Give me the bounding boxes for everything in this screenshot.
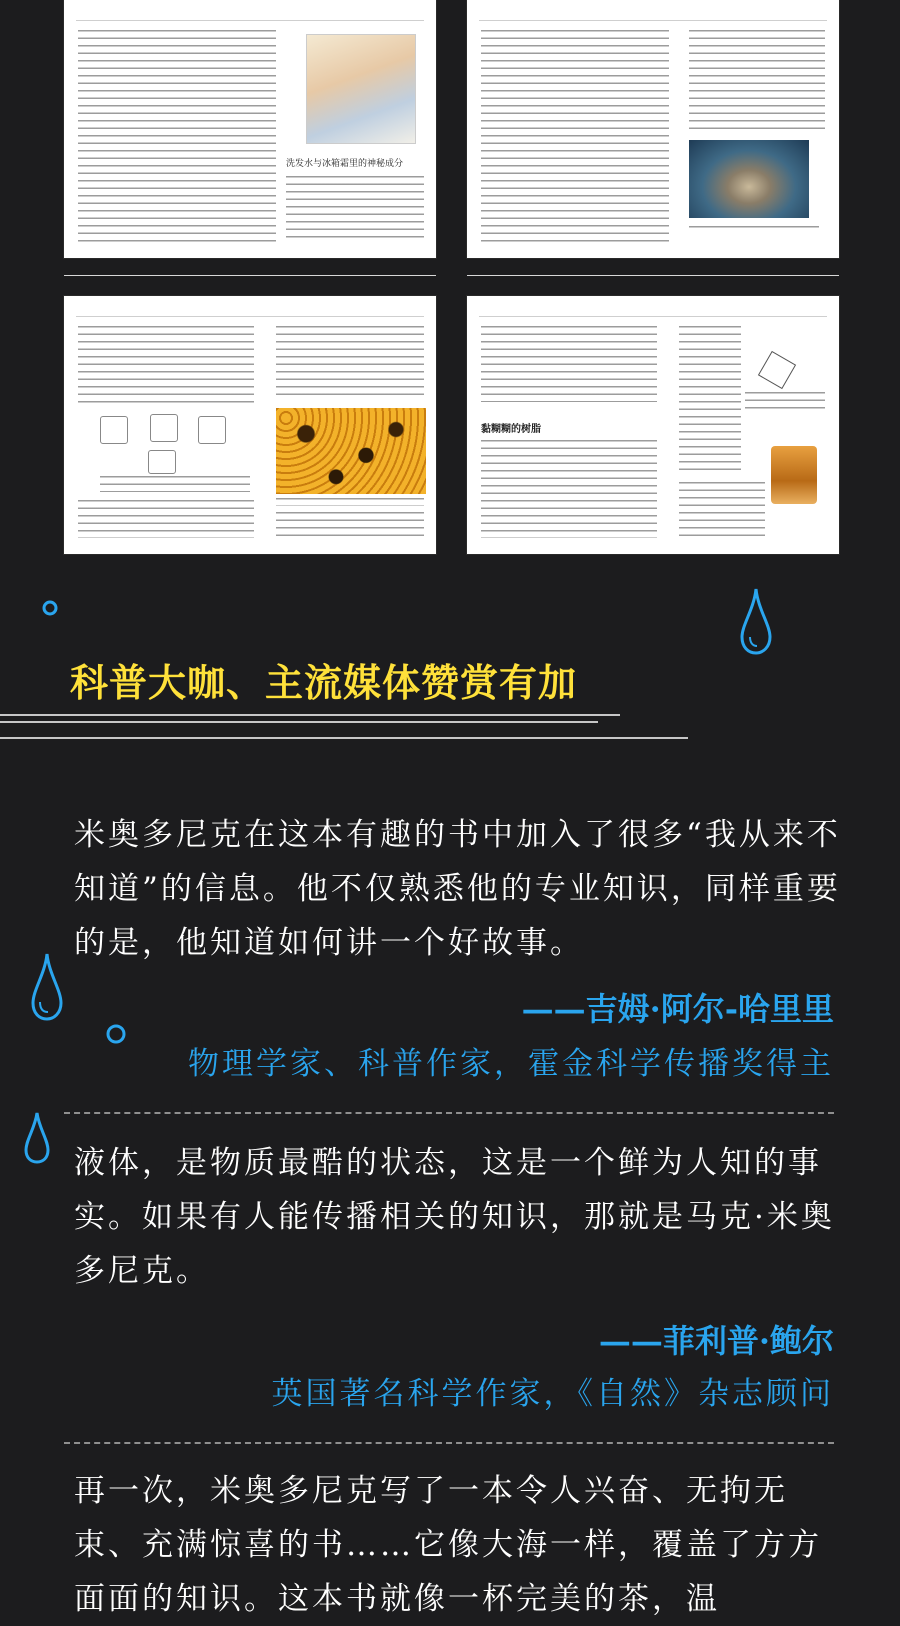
page-header-rule — [76, 14, 424, 21]
page-text-block — [276, 512, 424, 538]
water-drop-icon — [28, 950, 66, 1024]
separator-line — [64, 275, 436, 276]
review-quote: 米奥多尼克在这本有趣的书中加入了很多“我从来不知道”的信息。他不仅熟悉他的专业知识，同样重要的是，他知道如何讲一个好故事。 — [74, 817, 841, 961]
diagram-sketch-1 — [100, 416, 128, 444]
figure-caption-block — [100, 476, 250, 492]
page-header-rule — [479, 14, 827, 21]
page-text-block — [276, 326, 424, 400]
page-header-rule — [76, 310, 424, 317]
diagram-sketch-3 — [198, 416, 226, 444]
book-page-1 — [64, 0, 436, 258]
figure-caption-line — [689, 226, 819, 230]
page-text-block — [689, 30, 825, 130]
diagram-sketch-2 — [150, 414, 178, 442]
page-text-block — [481, 30, 669, 242]
page-text-block — [679, 326, 741, 476]
review-author: ——菲利普·鲍尔 — [598, 1322, 834, 1360]
page-text-block — [78, 30, 276, 242]
page-text-block — [78, 500, 254, 538]
book-page-4 — [467, 296, 839, 554]
shampoo-ad-image — [306, 34, 416, 144]
honeycomb-bees-image — [276, 408, 426, 494]
section-heading: 科普大咖、主流媒体赞赏有加 — [70, 661, 578, 705]
small-circle-icon — [40, 598, 60, 618]
page-text-block — [286, 176, 424, 242]
book-page-2 — [467, 0, 839, 258]
review-author-title: 物理学家、科普作家，霍金科学传播奖得主 — [188, 1046, 834, 1082]
water-drop-icon — [736, 585, 776, 657]
review-author: ——吉姆·阿尔-哈里里 — [521, 990, 834, 1028]
figure-caption-block — [276, 498, 424, 506]
page-text-block — [481, 326, 657, 402]
review-author-title: 英国著名科学作家，《自然》杂志顾问 — [271, 1376, 834, 1412]
dashed-divider — [64, 1442, 834, 1444]
figure-caption-block — [745, 392, 825, 410]
review-quote: 液体，是物质最酷的状态，这是一个鲜为人知的事实。如果有人能传播相关的知识，那就是马克·米奥多尼克。 — [74, 1145, 835, 1289]
whale-painting-image — [689, 140, 809, 218]
water-drop-icon — [22, 1110, 52, 1166]
molecule-diagram — [758, 351, 796, 389]
small-circle-icon — [104, 1022, 128, 1046]
page-header-rule — [479, 310, 827, 317]
diagram-sketch-4 — [148, 450, 176, 474]
page-section-title: 黏糊糊的树脂 — [481, 424, 541, 435]
figure-caption: 洗发水与冰箱霜里的神秘成分 — [286, 159, 404, 169]
review-quote: 再一次，米奥多尼克写了一本令人兴奋、无拘无束、充满惊喜的书……它像大海一样，覆盖了方方面面的知识。这本书就像一杯完美的茶，温 — [74, 1473, 822, 1617]
page-text-block — [679, 482, 765, 538]
book-page-3 — [64, 296, 436, 554]
heading-underline-lines — [0, 712, 700, 742]
page-text-block — [78, 326, 254, 404]
page-text-block — [481, 440, 657, 538]
amber-insect-image — [771, 446, 817, 504]
separator-line — [467, 275, 839, 276]
dashed-divider — [64, 1112, 834, 1114]
